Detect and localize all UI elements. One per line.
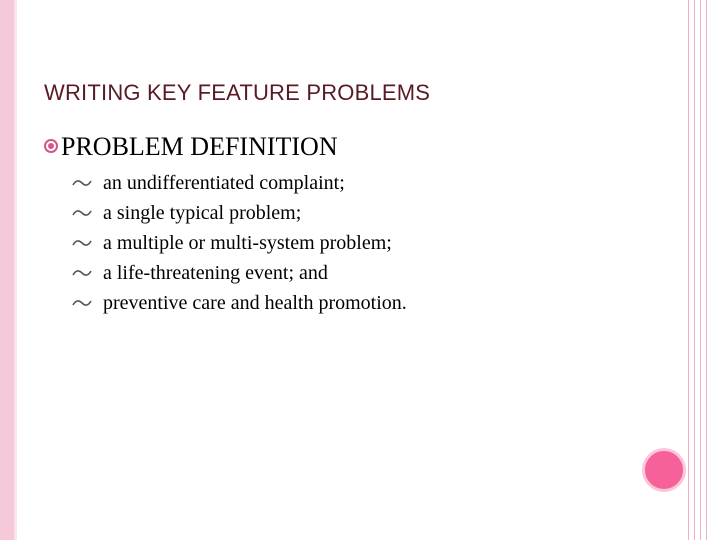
wave-bullet-icon	[72, 208, 92, 218]
bullet-list	[72, 168, 407, 318]
left-border-stripe	[0, 0, 14, 540]
list-item	[72, 168, 407, 198]
list-item-text: preventive care and health promotion.	[103, 292, 407, 314]
section-heading: PROBLEM DEFINITION	[61, 132, 338, 161]
wave-bullet-icon	[72, 178, 92, 188]
left-border-inner-stripe	[14, 0, 17, 540]
wave-bullet-icon	[72, 298, 92, 308]
right-border-line	[706, 0, 707, 540]
right-border-line	[688, 0, 689, 540]
list-item	[72, 198, 407, 228]
right-border-line	[700, 0, 701, 540]
wave-bullet-icon	[72, 238, 92, 248]
list-item	[72, 288, 407, 318]
list-item-text: an undifferentiated complaint;	[103, 172, 345, 194]
list-item	[72, 258, 407, 288]
decorative-circle	[642, 448, 686, 492]
slide-title: WRITING KEY FEATURE PROBLEMS	[44, 80, 431, 105]
heading-row	[44, 132, 338, 162]
list-item-text: a multiple or multi‐system problem;	[103, 232, 392, 254]
list-item	[72, 228, 407, 258]
right-border-line	[694, 0, 695, 540]
wave-bullet-icon	[72, 268, 92, 278]
list-item-text: a single typical problem;	[103, 202, 302, 224]
list-item-text: a life‐threatening event; and	[103, 262, 328, 284]
filled-circle-bullet-icon	[44, 139, 58, 153]
